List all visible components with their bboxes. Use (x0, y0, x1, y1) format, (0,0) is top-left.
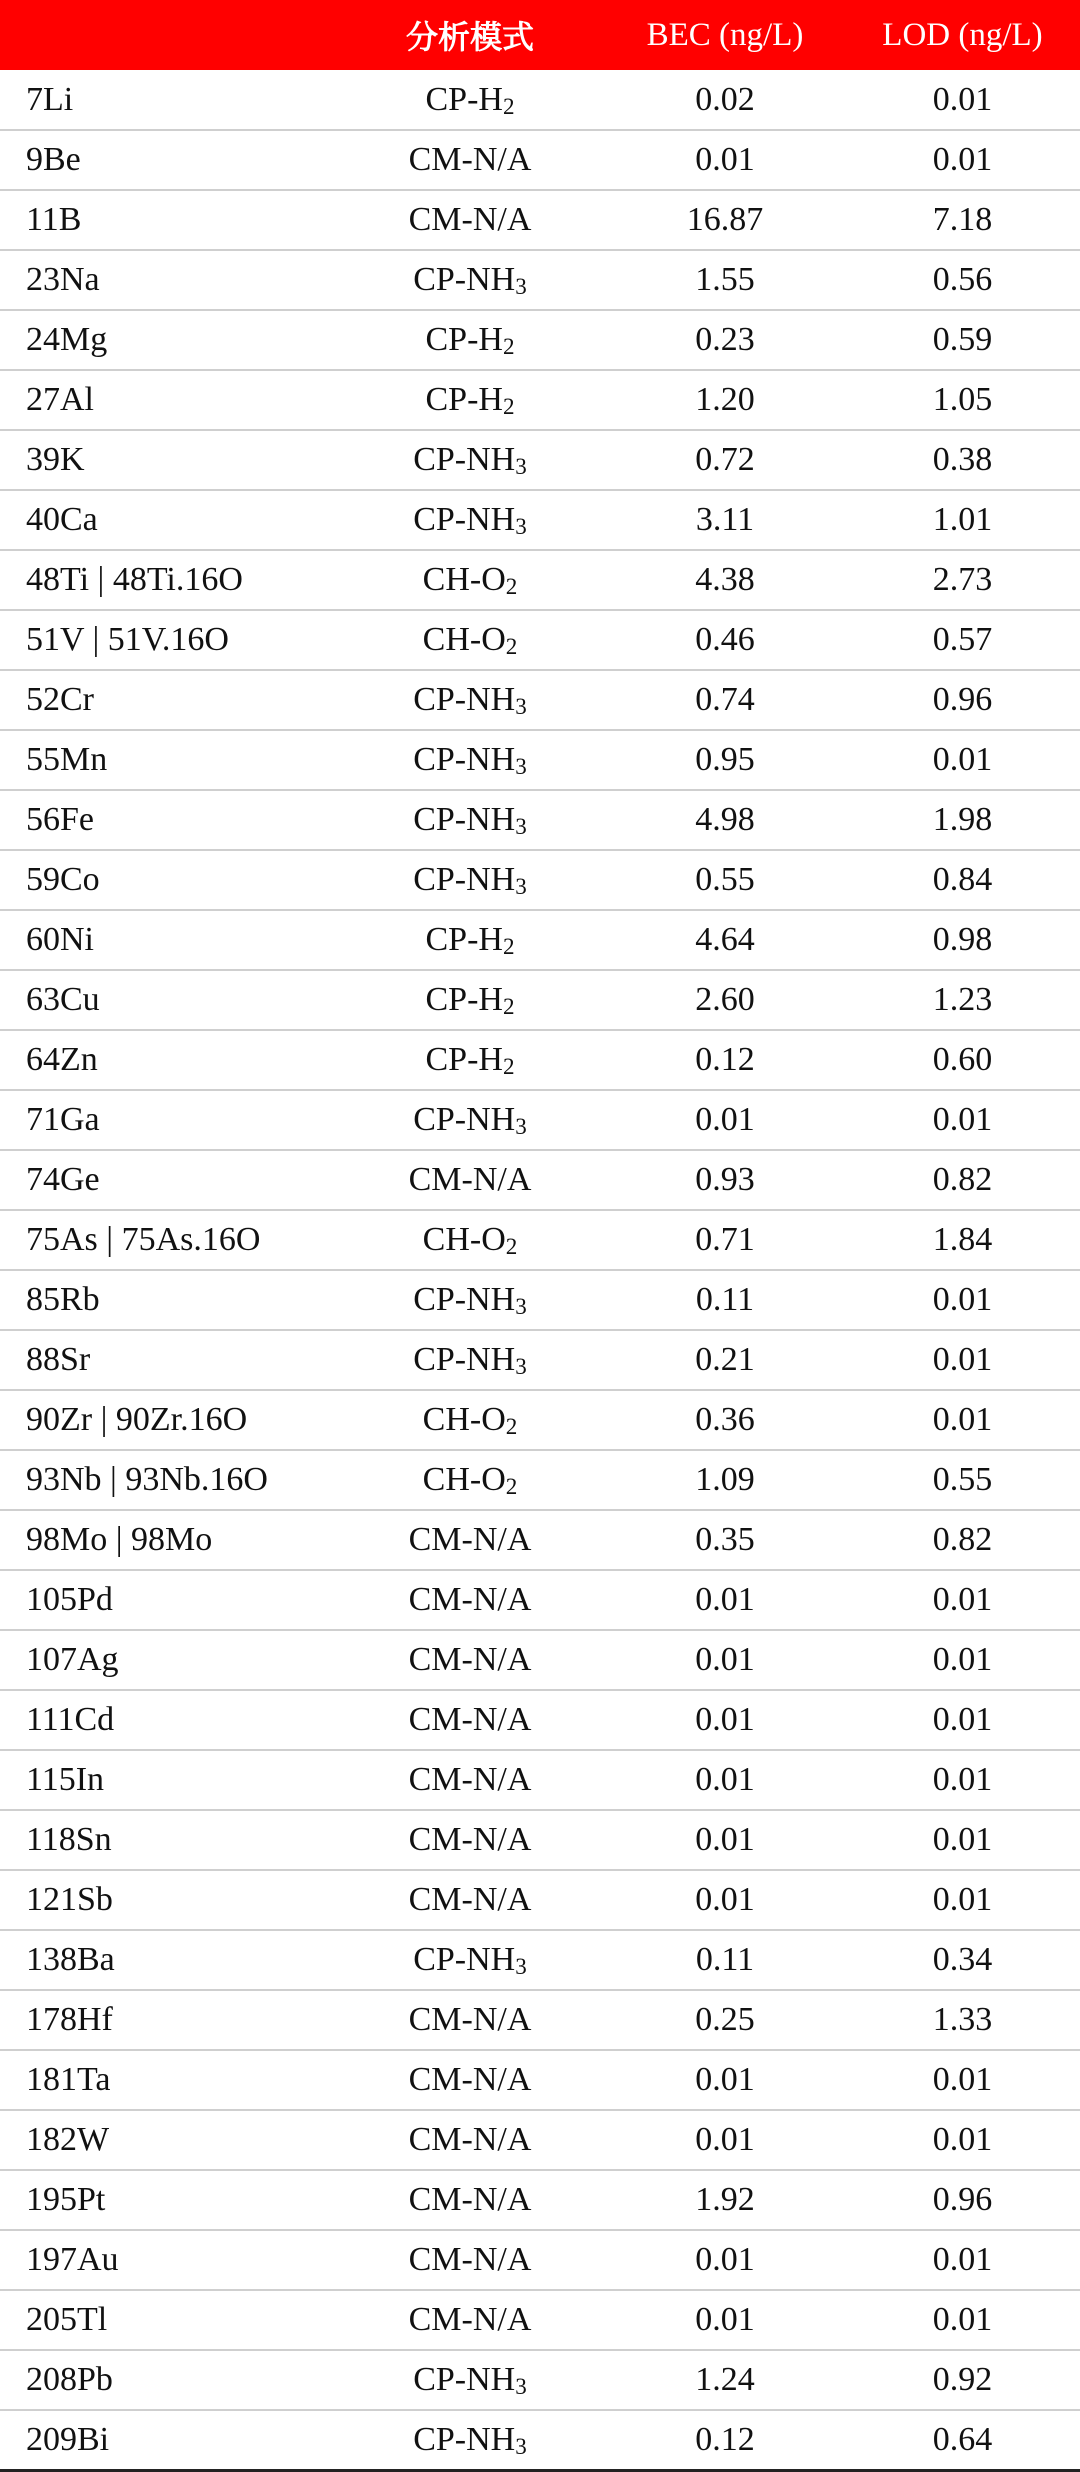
bec-cell: 1.55 (605, 250, 845, 310)
element-cell: 52Cr (0, 670, 335, 730)
lod-cell: 0.38 (845, 430, 1080, 490)
table-row (0, 910, 1080, 970)
element-cell: 181Ta (0, 2050, 335, 2110)
bec-cell: 0.12 (605, 2410, 845, 2470)
mode-cell: CM-N/A (335, 1870, 605, 1930)
bec-cell: 0.46 (605, 610, 845, 670)
element-cell: 90Zr | 90Zr.16O (0, 1390, 335, 1450)
bec-cell: 1.92 (605, 2170, 845, 2230)
bec-cell: 3.11 (605, 490, 845, 550)
bec-cell: 16.87 (605, 190, 845, 250)
table-body (0, 70, 1080, 2470)
table-row (0, 790, 1080, 850)
table-row (0, 1570, 1080, 1630)
element-cell: 7Li (0, 70, 335, 130)
table-row (0, 70, 1080, 130)
bec-cell: 0.01 (605, 1090, 845, 1150)
mode-cell: CM-N/A (335, 2290, 605, 2350)
lod-cell: 1.84 (845, 1210, 1080, 1270)
mode-cell: $CP-NH_3$ (335, 1270, 605, 1330)
table-row (0, 1450, 1080, 1510)
table-row (0, 550, 1080, 610)
mode-cell: $CP-NH_3$ (335, 430, 605, 490)
bec-cell: 0.01 (605, 2290, 845, 2350)
lod-cell: 0.84 (845, 850, 1080, 910)
bec-cell: 4.38 (605, 550, 845, 610)
table-row (0, 610, 1080, 670)
lod-cell: 0.01 (845, 1630, 1080, 1690)
mode-cell: CM-N/A (335, 1750, 605, 1810)
bec-cell: 0.01 (605, 2230, 845, 2290)
lod-cell: 0.82 (845, 1150, 1080, 1210)
element-cell: 138Ba (0, 1930, 335, 1990)
table-row (0, 310, 1080, 370)
bec-cell: 0.25 (605, 1990, 845, 2050)
lod-cell: 0.01 (845, 1810, 1080, 1870)
table-row (0, 2350, 1080, 2410)
lod-cell: 0.01 (845, 1570, 1080, 1630)
table-row (0, 1870, 1080, 1930)
mode-cell: $CH-O_2$ (335, 610, 605, 670)
mode-cell: $CP-NH_3$ (335, 1330, 605, 1390)
mode-cell: $CH-O_2$ (335, 1450, 605, 1510)
table-row (0, 370, 1080, 430)
table-row (0, 1330, 1080, 1390)
element-cell: 48Ti | 48Ti.16O (0, 550, 335, 610)
mode-cell: $CH-O_2$ (335, 1210, 605, 1270)
lod-cell: 0.57 (845, 610, 1080, 670)
table-row (0, 730, 1080, 790)
element-cell: 40Ca (0, 490, 335, 550)
bec-cell: 4.98 (605, 790, 845, 850)
header-lod: LOD (ng/L) (845, 0, 1080, 70)
table-row (0, 1210, 1080, 1270)
bec-cell: 0.01 (605, 1690, 845, 1750)
lod-cell: 0.01 (845, 1390, 1080, 1450)
table-row (0, 1030, 1080, 1090)
mode-cell: $CP-NH_3$ (335, 2410, 605, 2470)
lod-cell: 0.01 (845, 2230, 1080, 2290)
bec-cell: 0.01 (605, 2110, 845, 2170)
lod-cell: 0.01 (845, 2050, 1080, 2110)
table-row (0, 190, 1080, 250)
mode-cell: CM-N/A (335, 1810, 605, 1870)
mode-cell: CM-N/A (335, 1990, 605, 2050)
bec-cell: 0.55 (605, 850, 845, 910)
lod-cell: 0.59 (845, 310, 1080, 370)
element-cell: 88Sr (0, 1330, 335, 1390)
table-row (0, 1150, 1080, 1210)
mode-cell: CM-N/A (335, 1570, 605, 1630)
element-cell: 24Mg (0, 310, 335, 370)
lod-cell: 1.01 (845, 490, 1080, 550)
element-cell: 27Al (0, 370, 335, 430)
bec-cell: 0.71 (605, 1210, 845, 1270)
mode-cell: $CP-H_2$ (335, 1030, 605, 1090)
lod-cell: 7.18 (845, 190, 1080, 250)
header-analysis-mode: 分析模式 (335, 0, 605, 70)
bec-cell: 0.72 (605, 430, 845, 490)
bec-cell: 1.20 (605, 370, 845, 430)
table-row (0, 250, 1080, 310)
bec-cell: 0.93 (605, 1150, 845, 1210)
mode-cell: $CP-H_2$ (335, 370, 605, 430)
table-row (0, 1090, 1080, 1150)
bec-cell: 2.60 (605, 970, 845, 1030)
mode-cell: $CP-H_2$ (335, 970, 605, 1030)
mode-cell: CM-N/A (335, 1630, 605, 1690)
element-cell: 55Mn (0, 730, 335, 790)
element-cell: 51V | 51V.16O (0, 610, 335, 670)
mode-cell: $CP-NH_3$ (335, 2350, 605, 2410)
lod-cell: 1.98 (845, 790, 1080, 850)
mode-cell: CM-N/A (335, 2110, 605, 2170)
bec-cell: 0.36 (605, 1390, 845, 1450)
mode-cell: CM-N/A (335, 1510, 605, 1570)
element-cell: 208Pb (0, 2350, 335, 2410)
element-cell: 11B (0, 190, 335, 250)
table-row (0, 1750, 1080, 1810)
bec-cell: 1.24 (605, 2350, 845, 2410)
element-cell: 75As | 75As.16O (0, 1210, 335, 1270)
lod-cell: 0.98 (845, 910, 1080, 970)
lod-cell: 0.01 (845, 2110, 1080, 2170)
table-row (0, 850, 1080, 910)
mode-cell: $CP-NH_3$ (335, 250, 605, 310)
lod-cell: 0.01 (845, 1690, 1080, 1750)
element-cell: 93Nb | 93Nb.16O (0, 1450, 335, 1510)
bec-cell: 0.35 (605, 1510, 845, 1570)
table-row (0, 2410, 1080, 2470)
mode-cell: $CH-O_2$ (335, 1390, 605, 1450)
mode-cell: CM-N/A (335, 2050, 605, 2110)
bec-cell: 0.21 (605, 1330, 845, 1390)
lod-cell: 0.01 (845, 1870, 1080, 1930)
element-cell: 178Hf (0, 1990, 335, 2050)
table-row (0, 1990, 1080, 2050)
element-cell: 209Bi (0, 2410, 335, 2470)
mode-cell: $CP-NH_3$ (335, 1090, 605, 1150)
element-cell: 118Sn (0, 1810, 335, 1870)
element-cell: 182W (0, 2110, 335, 2170)
element-cell: 205Tl (0, 2290, 335, 2350)
bec-cell: 0.01 (605, 1570, 845, 1630)
lod-cell: 0.56 (845, 250, 1080, 310)
lod-cell: 0.01 (845, 1750, 1080, 1810)
table-row (0, 2110, 1080, 2170)
element-cell: 9Be (0, 130, 335, 190)
table-row (0, 130, 1080, 190)
mode-cell: $CP-NH_3$ (335, 490, 605, 550)
bec-cell: 0.01 (605, 130, 845, 190)
table-row (0, 970, 1080, 1030)
table-row (0, 2230, 1080, 2290)
element-cell: 195Pt (0, 2170, 335, 2230)
mode-cell: CM-N/A (335, 2230, 605, 2290)
table-row (0, 2290, 1080, 2350)
bec-cell: 0.01 (605, 1750, 845, 1810)
lod-cell: 0.01 (845, 1330, 1080, 1390)
bec-cell: 0.23 (605, 310, 845, 370)
bec-cell: 0.01 (605, 1630, 845, 1690)
element-cell: 60Ni (0, 910, 335, 970)
bec-cell: 0.95 (605, 730, 845, 790)
table-row (0, 1630, 1080, 1690)
table-row (0, 1510, 1080, 1570)
element-cell: 107Ag (0, 1630, 335, 1690)
mode-cell: CM-N/A (335, 190, 605, 250)
header-element (0, 0, 335, 70)
element-cell: 121Sb (0, 1870, 335, 1930)
bec-cell: 1.09 (605, 1450, 845, 1510)
table-row (0, 1810, 1080, 1870)
lod-cell: 0.01 (845, 70, 1080, 130)
mode-cell: $CP-NH_3$ (335, 730, 605, 790)
element-cell: 39K (0, 430, 335, 490)
bec-cell: 0.01 (605, 1810, 845, 1870)
bec-cell: 4.64 (605, 910, 845, 970)
table-row (0, 2050, 1080, 2110)
bec-cell: 0.74 (605, 670, 845, 730)
mode-cell: $CH-O_2$ (335, 550, 605, 610)
table-row (0, 1930, 1080, 1990)
table-row (0, 670, 1080, 730)
mode-cell: CM-N/A (335, 130, 605, 190)
element-cell: 59Co (0, 850, 335, 910)
lod-cell: 1.23 (845, 970, 1080, 1030)
header-bec: BEC (ng/L) (605, 0, 845, 70)
lod-cell: 2.73 (845, 550, 1080, 610)
bec-cell: 0.12 (605, 1030, 845, 1090)
element-cell: 197Au (0, 2230, 335, 2290)
element-cell: 71Ga (0, 1090, 335, 1150)
bec-cell: 0.01 (605, 2050, 845, 2110)
element-cell: 64Zn (0, 1030, 335, 1090)
table-row (0, 1390, 1080, 1450)
mode-cell: $CP-NH_3$ (335, 670, 605, 730)
lod-cell: 0.96 (845, 2170, 1080, 2230)
table-row (0, 1690, 1080, 1750)
table-row (0, 490, 1080, 550)
mode-cell: $CP-H_2$ (335, 70, 605, 130)
lod-cell: 0.64 (845, 2410, 1080, 2470)
lod-cell: 0.01 (845, 2290, 1080, 2350)
element-cell: 111Cd (0, 1690, 335, 1750)
mode-cell: $CP-H_2$ (335, 910, 605, 970)
table-header-row (0, 0, 1080, 70)
element-cell: 63Cu (0, 970, 335, 1030)
bec-cell: 0.01 (605, 1870, 845, 1930)
table-row (0, 1270, 1080, 1330)
mode-cell: CM-N/A (335, 1690, 605, 1750)
element-cell: 115In (0, 1750, 335, 1810)
lod-cell: 0.01 (845, 130, 1080, 190)
lod-cell: 1.33 (845, 1990, 1080, 2050)
lod-cell: 0.60 (845, 1030, 1080, 1090)
bec-cell: 0.11 (605, 1930, 845, 1990)
element-cell: 98Mo | 98Mo (0, 1510, 335, 1570)
lod-cell: 0.01 (845, 1270, 1080, 1330)
element-cell: 85Rb (0, 1270, 335, 1330)
element-cell: 74Ge (0, 1150, 335, 1210)
lod-cell: 0.34 (845, 1930, 1080, 1990)
lod-cell: 0.01 (845, 1090, 1080, 1150)
mode-cell: $CP-H_2$ (335, 310, 605, 370)
lod-cell: 0.01 (845, 730, 1080, 790)
lod-cell: 0.96 (845, 670, 1080, 730)
lod-cell: 0.82 (845, 1510, 1080, 1570)
mode-cell: CM-N/A (335, 2170, 605, 2230)
element-cell: 105Pd (0, 1570, 335, 1630)
lod-cell: 0.92 (845, 2350, 1080, 2410)
element-cell: 23Na (0, 250, 335, 310)
mode-cell: $CP-NH_3$ (335, 790, 605, 850)
lod-cell: 1.05 (845, 370, 1080, 430)
bec-cell: 0.11 (605, 1270, 845, 1330)
table-row (0, 430, 1080, 490)
bec-cell: 0.02 (605, 70, 845, 130)
lod-cell: 0.55 (845, 1450, 1080, 1510)
mode-cell: CM-N/A (335, 1150, 605, 1210)
table-row (0, 2170, 1080, 2230)
mode-cell: $CP-NH_3$ (335, 1930, 605, 1990)
mode-cell: $CP-NH_3$ (335, 850, 605, 910)
element-cell: 56Fe (0, 790, 335, 850)
